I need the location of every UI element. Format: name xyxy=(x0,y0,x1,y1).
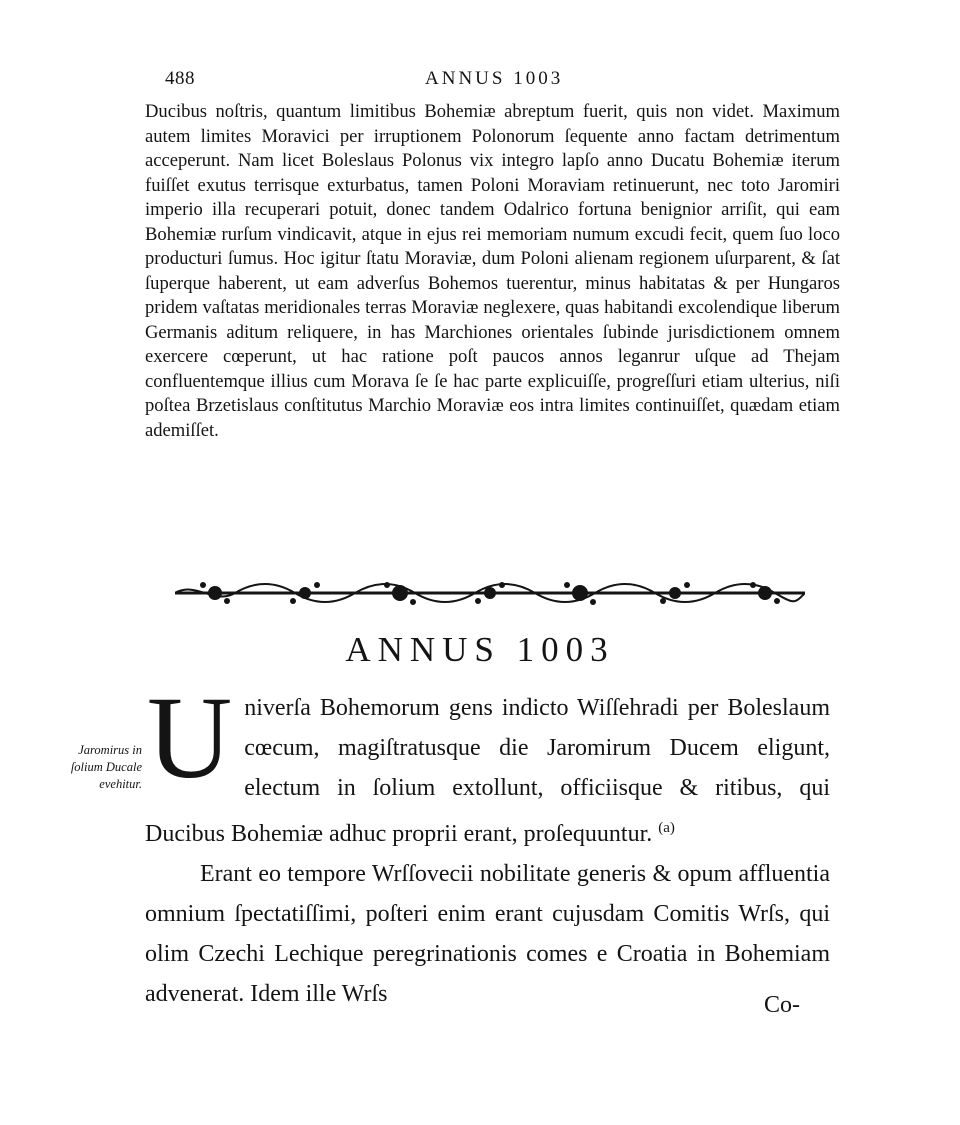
margin-note xyxy=(30,742,142,793)
footnote-marker: (a) xyxy=(658,820,675,836)
second-paragraph: Erant eo tempore Wrſſovecii nobilitate generis & opum affluentia omnium ſpectatiſſimi, poſteri enim erant cujusdam Comitis Wrſs, qui olim Czechi Lechique peregrinationis comes e Croatia in Bohemiam advenerat. Idem ille Wrſs xyxy=(145,861,830,1007)
drop-cap-initial: U xyxy=(147,672,233,803)
first-paragraph xyxy=(145,672,830,854)
section-heading: ANNUS 1003 xyxy=(345,630,615,669)
margin-note-line: ſolium Ducale xyxy=(70,760,142,774)
running-head xyxy=(165,68,825,96)
running-title: ANNUS 1003 xyxy=(425,68,564,89)
first-paragraph-text: niverſa Bohemorum gens indicto Wiſſehradi per Boleslaum cœcum, magiſtratusque die Jaromirum Ducem eligunt, electum in ſolium extollunt, officiisque & ritibus, qui Ducibus Bohemiæ adhuc proprii erant, proſequuntur. xyxy=(145,695,830,847)
catchword: Co- xyxy=(764,992,800,1018)
page-number: 488 xyxy=(165,68,195,89)
margin-note-line: Jaromirus in xyxy=(78,743,142,757)
section-body xyxy=(145,672,830,1014)
previous-section-text: Ducibus noſtris, quantum limitibus Bohemiæ abreptum fuerit, quis non videt. Maximum autem limites Moravici per irruptionem Polonorum ſequente anno factam detrimentum acceperunt. Nam licet Boleslaus Polonus vix integro lapſo anno Ducatu Bohemiæ iterum fuiſſet exutus terrisque exturbatus, tamen Poloni Moraviam retinuerunt, nec toto Jaromiri imperio illa recuperari potuit, donec tandem Odalrico fortuna benignior arriſit, qui eam Bohemiæ rurſum vindicavit, atque in ejus rei memoriam numum excudi fecit, quem ſuo loco producturi ſumus. Hoc igitur ſtatu Moraviæ, dum Poloni alienam regionem uſurparent, & ſat ſuperque haberent, ut eam adverſus Bohemos tuerentur, minus habitatas & per Hungaros pridem vaſtatas meridionales terras Moraviæ neglexere, quas habitandi excolendique liberum Germanis aditum reliquere, in has Marchiones orientales ſubinde jurisdictionem omnem exercere cœperunt, ut hac ratione poſt paucos annos leganrur uſque ad Thejam confluentemque illius cum Morava ſe ſe hac parte explicuiſſe, progreſſuri etiam ulterius, niſi poſtea Brzetislaus conſtitutus Marchio Moraviæ eos intra limites continuiſſet, quædam etiam ademiſſet. xyxy=(145,101,840,441)
margin-note-line: evehitur. xyxy=(99,777,142,791)
decorative-ornament-band xyxy=(175,575,805,611)
